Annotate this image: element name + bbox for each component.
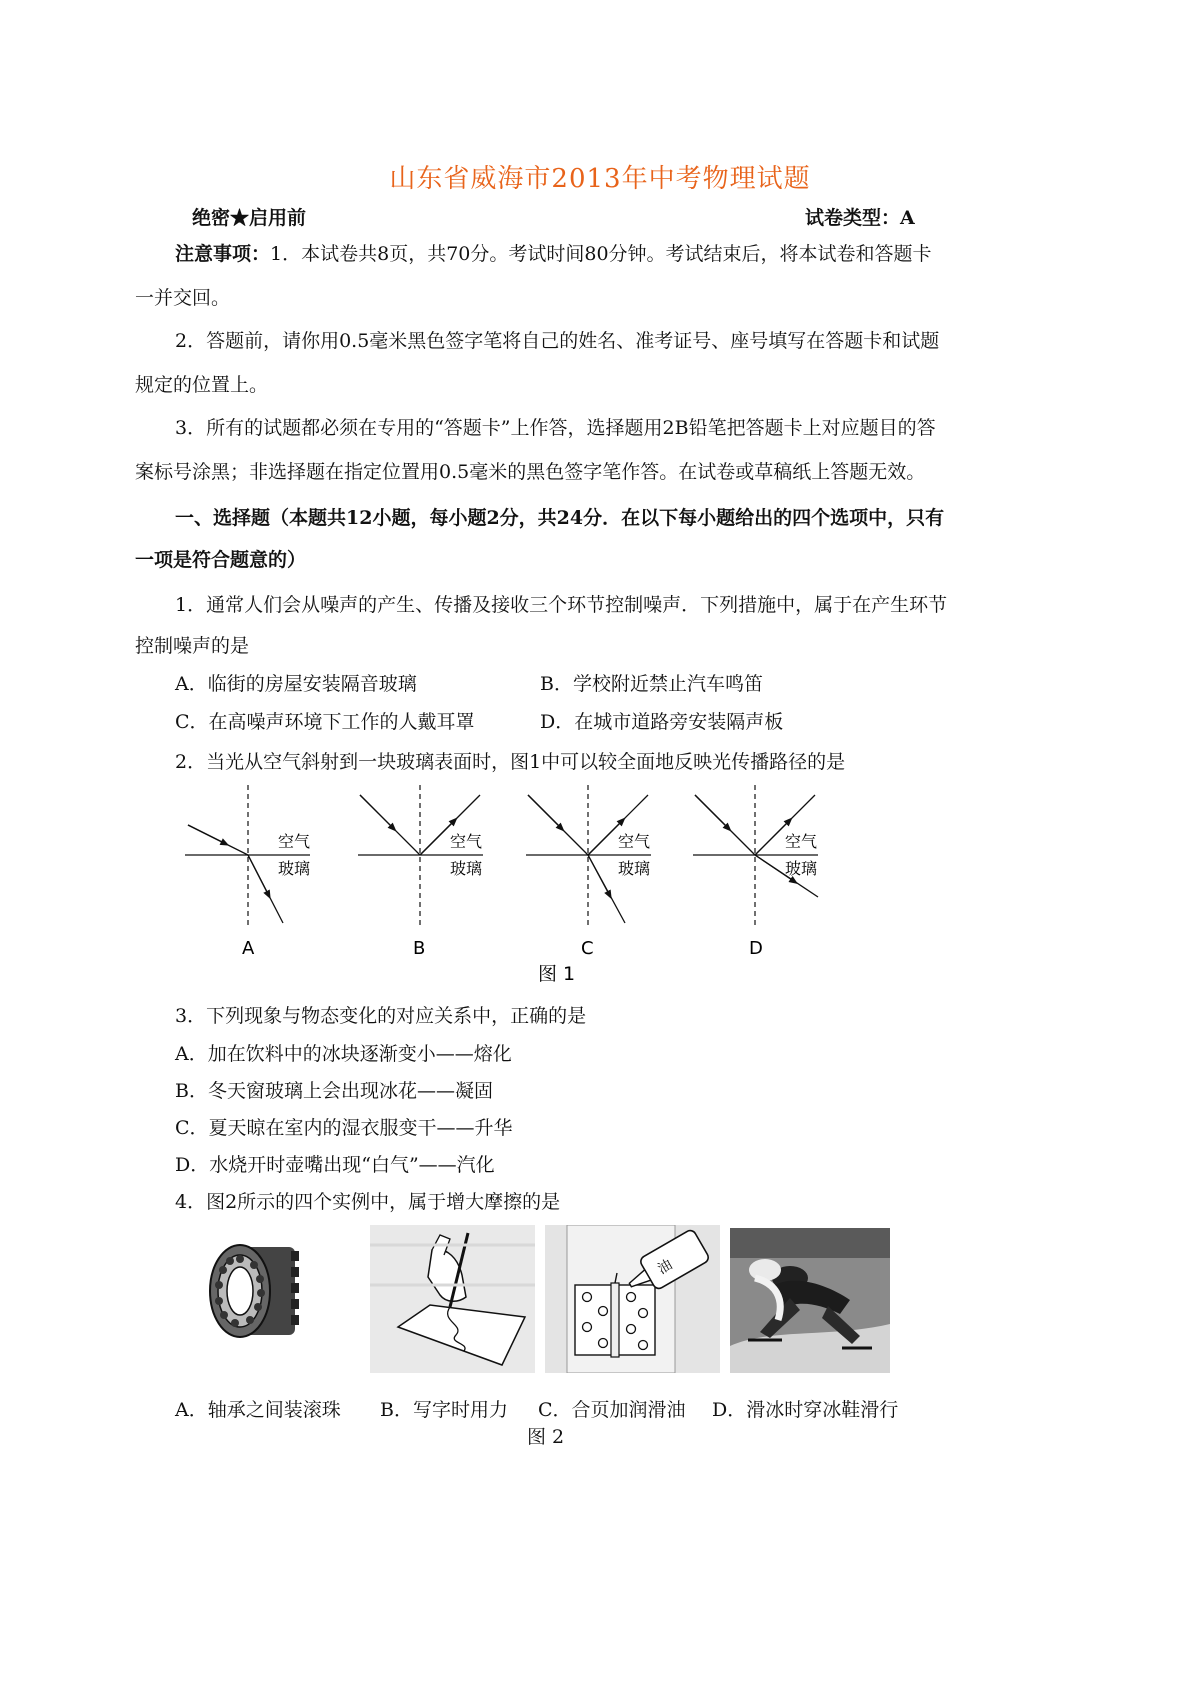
diagram-b-letter: B xyxy=(413,938,426,959)
diagram-b-air-label: 空气 xyxy=(450,832,483,851)
q1-stem-line-2: 控制噪声的是 xyxy=(135,635,250,657)
diagram-a-glass-label: 玻璃 xyxy=(278,859,311,878)
section-1-heading-line-1: 一、选择题（本题共12小题，每小题2分，共24分．在以下每小题给出的四个选项中，只有 xyxy=(175,507,945,529)
bearing-illustration xyxy=(205,1235,305,1347)
svg-text:油: 油 xyxy=(655,1256,676,1278)
q1-option-d: D．在城市道路旁安装隔声板 xyxy=(540,711,784,733)
q1-option-c: C．在高噪声环境下工作的人戴耳罩 xyxy=(175,711,475,733)
q3-option-d: D．水烧开时壶嘴出现“白气”——汽化 xyxy=(175,1154,495,1176)
hinge-oil-illustration xyxy=(545,1225,720,1373)
diagram-a-air-label: 空气 xyxy=(278,832,311,851)
q4-stem: 4．图2所示的四个实例中，属于增大摩擦的是 xyxy=(175,1191,561,1213)
notes-line-1 xyxy=(175,241,932,267)
figure-2-caption: 图 2 xyxy=(527,1426,565,1448)
q4-option-d: D．滑冰时穿冰鞋滑行 xyxy=(712,1399,899,1421)
q3-stem: 3．下列现象与物态变化的对应关系中，正确的是 xyxy=(175,1005,587,1027)
diagram-d-letter: D xyxy=(749,938,763,959)
diagram-b xyxy=(358,785,483,959)
diagram-c-letter: C xyxy=(581,938,594,959)
q4-option-a: A．轴承之间装滚珠 xyxy=(175,1399,341,1421)
speed-skater-photo xyxy=(730,1228,890,1373)
figure-1-light-diagrams xyxy=(170,780,870,1000)
q3-option-a: A．加在饮料中的冰块逐渐变小——熔化 xyxy=(175,1043,512,1065)
q1-option-b: B．学校附近禁止汽车鸣笛 xyxy=(540,673,763,695)
note-3-part-b: 案标号涂黑；非选择题在指定位置用0.5毫米的黑色签字笔作答。在试卷或草稿纸上答题无效。 xyxy=(135,461,926,483)
diagram-d xyxy=(693,785,818,959)
diagram-d-air-label: 空气 xyxy=(785,832,818,851)
diagram-c-air-label: 空气 xyxy=(618,832,651,851)
q1-stem-line-1: 1．通常人们会从噪声的产生、传播及接收三个环节控制噪声．下列措施中，属于在产生环节 xyxy=(175,594,948,616)
notes-label: 注意事项： xyxy=(175,243,271,265)
note-3-part-a: 3．所有的试题都必须在专用的“答题卡”上作答，选择题用2B铅笔把答题卡上对应题目的答 xyxy=(175,417,936,439)
diagram-d-glass-label: 玻璃 xyxy=(785,859,818,878)
paper-title: 山东省威海市2013年中考物理试题 xyxy=(389,164,811,194)
diagram-c xyxy=(526,785,651,959)
writing-hand-illustration xyxy=(370,1225,535,1373)
note-1-part-a: 1．本试卷共8页，共70分。考试时间80分钟。考试结束后，将本试卷和答题卡 xyxy=(270,243,932,265)
q1-option-a: A．临街的房屋安装隔音玻璃 xyxy=(175,673,417,695)
paper-type-label: 试卷类型：A xyxy=(805,207,915,229)
note-2-part-a: 2．答题前，请你用0.5毫米黑色签字笔将自己的姓名、准考证号、座号填写在答题卡和试题 xyxy=(175,330,940,352)
q4-option-b: B．写字时用力 xyxy=(380,1399,508,1421)
q3-option-b: B．冬天窗玻璃上会出现冰花——凝固 xyxy=(175,1080,493,1102)
confidential-label: 绝密★启用前 xyxy=(192,207,307,229)
diagram-b-glass-label: 玻璃 xyxy=(450,859,483,878)
q3-option-c: C．夏天晾在室内的湿衣服变干——升华 xyxy=(175,1117,513,1139)
diagram-c-glass-label: 玻璃 xyxy=(618,859,651,878)
note-2-part-b: 规定的位置上。 xyxy=(135,374,269,396)
figure-1-caption: 图 1 xyxy=(538,963,576,985)
diagram-a xyxy=(185,785,310,959)
q2-stem: 2．当光从空气斜射到一块玻璃表面时，图1中可以较全面地反映光传播路径的是 xyxy=(175,751,846,773)
note-1-part-b: 一并交回。 xyxy=(135,287,231,309)
section-1-heading-line-2: 一项是符合题意的） xyxy=(135,549,307,571)
diagram-a-letter: A xyxy=(242,938,255,959)
q4-option-c: C．合页加润滑油 xyxy=(538,1399,686,1421)
